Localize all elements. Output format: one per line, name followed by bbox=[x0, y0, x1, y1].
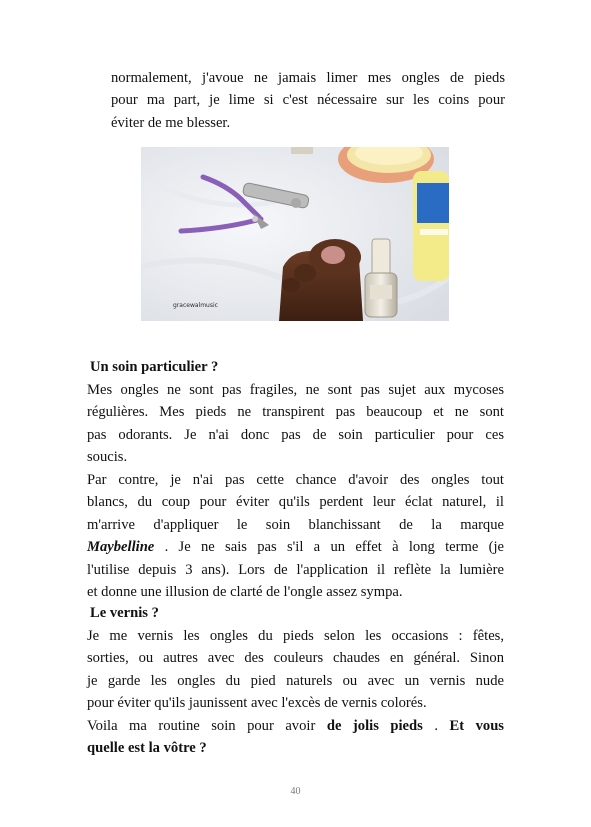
text-line: l'utilise depuis 3 ans). Lors de l'application il reflète la lumière bbox=[87, 561, 504, 578]
text-line: m'arrive d'appliquer le soin blanchissant de la marque bbox=[87, 516, 504, 533]
pedicure-photo-illustration bbox=[141, 147, 449, 321]
text-line: je garde les ongles du pied naturels ou avec un vernis nude bbox=[87, 672, 504, 689]
section-heading-soin: Un soin particulier ? bbox=[90, 359, 219, 375]
closing-line bbox=[87, 715, 504, 737]
intro-line: normalement, j'avoue ne jamais limer mes ongles de pieds bbox=[111, 70, 505, 86]
text-line: blancs, du coup pour éviter qu'ils perdent leur éclat naturel, il bbox=[87, 494, 504, 511]
intro-paragraph bbox=[111, 67, 505, 134]
text-line-brand bbox=[87, 536, 504, 558]
text-fragment: Voila ma routine soin pour avoir bbox=[87, 717, 327, 734]
photo-watermark: gracewalmusic bbox=[173, 302, 218, 309]
text-line: pour éviter qu'ils jaunissent avec l'excès de vernis colorés. bbox=[87, 695, 427, 712]
pedicure-photo bbox=[141, 147, 449, 321]
text-line: régulières. Mes pieds ne transpirent pas beaucoup et ne sont bbox=[87, 404, 504, 421]
text-line: soucis. bbox=[87, 449, 128, 466]
intro-line: éviter de me blesser. bbox=[111, 114, 231, 131]
bold-phrase: de jolis pieds bbox=[326, 717, 423, 734]
text-line: Par contre, je n'ai pas cette chance d'avoir des ongles tout bbox=[87, 472, 504, 488]
closing-line-2 bbox=[87, 737, 504, 759]
text-line: pas odorants. Je n'ai donc pas de soin particulier pour ces bbox=[87, 426, 504, 443]
page-number: 40 bbox=[290, 786, 301, 797]
soin-paragraph-1 bbox=[87, 379, 504, 469]
text-line: sorties, ou autres avec des couleurs chaudes en général. Sinon bbox=[87, 650, 504, 667]
brand-name: Maybelline bbox=[87, 539, 155, 556]
text-line: et donne une illusion de clarté de l'ongle assez sympa. bbox=[87, 584, 403, 601]
text-fragment: . Je ne sais pas s'il a un effet à long terme (je bbox=[154, 539, 504, 556]
vernis-paragraph bbox=[87, 625, 504, 759]
section-heading-vernis: Le vernis ? bbox=[90, 605, 159, 621]
soin-paragraph-2 bbox=[87, 469, 504, 603]
bold-phrase: quelle est la vôtre ? bbox=[87, 740, 207, 757]
bold-phrase: Et vous bbox=[449, 717, 504, 734]
text-fragment: . bbox=[422, 717, 450, 734]
text-line: Je me vernis les ongles du pieds selon les occasions : fêtes, bbox=[87, 628, 504, 644]
text-line: Mes ongles ne sont pas fragiles, ne sont pas sujet aux mycoses bbox=[87, 382, 504, 398]
intro-line: pour ma part, je lime si c'est nécessaire sur les coins pour bbox=[111, 92, 505, 109]
